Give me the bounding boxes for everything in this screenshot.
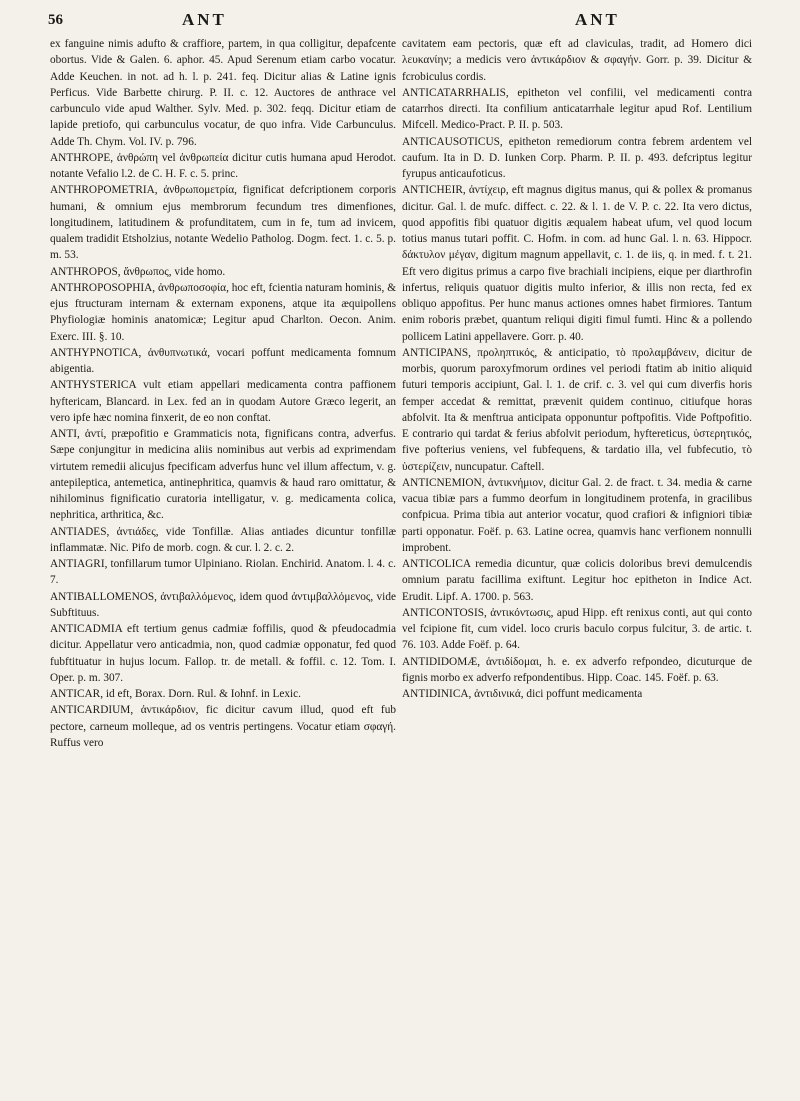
entry-antiades: ANTIADES, ἀντιάδες, vide Tonfillæ. Alias antiades dicuntur tonfillæ inflammatæ. Nic. Pifo de morb. cogn. & cur. l. 2. c. 2.	[50, 525, 396, 554]
entry-anthysterica: ANTHYSTERICA vult etiam appellari medicamenta contra paffionem hyftericam, Blancard. in Lex. fed an in quodam Autore Græco legerit, an vero ipfe hæc nomina finxerit, de eo non conftat.	[50, 379, 396, 424]
entry-anti: ANTI, ἀντί, præpofitio e Grammaticis nota, fignificans contra, adverfus. Sæpe conjungitur in medicina aliis nominibus aut verbis ad exprimendam virtutem remedii alicujus fpecificam adverfus hunc vel illum affectum, v. g. antepileptica, antemetica, antinephritica, quamvis & haud raro omittatur, & nihilominus fignificatio curatoria intelligatur, v. g. medicamenta colica, nephritica, arthritica, &c.	[50, 428, 396, 522]
entry-anthypnotica: ANTHYPNOTICA, ἀνθυπνωτικά, vocari poffunt medicamenta fomnum abigentia.	[50, 346, 396, 375]
entry-anticausoticus: ANTICAUSOTICUS, epitheton remediorum contra febrem ardentem vel caufum. Ita in D. D. Iunken Corp. Pharm. P. II. p. 493. defcriptus legitur fyrupus anticaufoticus.	[402, 135, 752, 180]
entry-text: cavitatem eam pectoris, quæ eft ad claviculas, tradit, ad Homero dici λευκανίην; a medicis vero ἀντικάρδιον & σφαγήν. Gorr. p. 39. Dicitur & fcrobiculus cordis.	[402, 38, 752, 83]
running-head-left: ANT	[182, 10, 227, 29]
entry-anticardium: ANTICARDIUM, ἀντικάρδιον, fic dicitur cavum illud, quod eft fub pectore, carneum molleque, ad os ventris pertingens. Vocatur etiam σφαγή. Ruffus vero	[50, 704, 396, 749]
entry-anthropos: ANTHROPOS, ἄνθρωπος, vide homo.	[50, 265, 226, 278]
entry-antididomae: ANTIDIDOMÆ, ἀντιδίδομαι, h. e. ex adverfo refpondeo, dicuturque de fignis morbo ex adverfo refpondentibus. Hipp. Coac. 145. Foëf. p. 63.	[402, 655, 752, 684]
left-column	[50, 36, 396, 1091]
entry-anticheir: ANTICHEIR, ἀντίχειρ, eft magnus digitus manus, qui & pollex & promanus dicitur. Gal. l. de mufc. diffect. c. 22. & l. 1. de V. P. c. 22. Ita vero dictus, quod appofitis fibi quatuor digitis æqualem habeat ufum, vel quod locum totius manus tutari poffit. C. Hofm. in com. ad hunc Gal. l. n. 63. Hippocr. δάκτυλον μέγαν, digitum magnum appellavit, c. 1. de iis, q. in med. f. t. 21. Eft vero digitus primus a carpo five brachiali incipiens, eique per diarthrofin infertus, reliquis quatuor digitis multo inferior, & illis non recta, fed ex obliquo appofitus. Per hunc manus actiones omnes habet firmiores. Tantum enim roboris præbet, quantum reliqui digiti fimul fumti. Hinc & a pollendo pollicem Latini appellavere. Gorr. p. 40.	[402, 184, 752, 343]
entry-anticnemion: ANTICNEMION, ἀντικνήμιον, dicitur Gal. 2. de fract. t. 34. media & carne vacua tibiæ pars a fummo deorfum in longitudinem protenfa, in gracilibus confpicua. Prima tibia aut anterior vocatur, quod crafiori & infigniori tibiæ parti opponatur. Foëf. p. 63. Latine ocrea, quamvis hanc verfionem nonnulli improbent.	[402, 476, 752, 554]
entry-anticipans: ANTICIPANS, προληπτικός, & anticipatio, τὸ προλαμβάνειν, dicitur de morbis, quorum paroxyfmorum ordines vel periodi ftatim ab initio aliquid futuri temporis accipiunt, Gal. l. 1. de crif. c. 3. vel qui cum diverfis horis femper accedat & remittat, prævenit quidem continuo, citiufque horas abfolvit. Ita & menftrua anticipata opponuntur poftpofitis. Vide Poftpofitio. E contrario qui tardat & ferius abfolvit periodum, hyftereticus, ὑστερητικός, five pofterius veniens, vel fubfequens, & tardatio illa, vel fubfecutio, τὸ ὑστερίζειν, nuncupatur. Caftell.	[402, 346, 752, 473]
entry-anticontosis: ANTICONTOSIS, ἀντικόντωσις, apud Hipp. eft renixus conti, aut qui conto vel fcipione fit, cum videl. loco cruris baculo corpus fulcitur, 3. de artic. t. 76. 103. Adde Foëf. p. 64.	[402, 606, 752, 652]
entry-anticatarrhalis: ANTICATARRHALIS, epitheton vel confilii, vel medicamenti contra catarrhos directi. Ita confilium anticatarrhale legitur apud Rof. Lentilium Mifcell. Medico-Pract. P. II. p. 503.	[402, 86, 752, 132]
entry-anthrope: ANTHROPE, ἀνθρώπη vel ἀνθρωπεία dicitur cutis humana apud Herodot. notante Vefalio l.2. de C. H. F. c. 5. princ.	[50, 151, 396, 180]
running-head-right: ANT	[575, 10, 620, 29]
entry-anticolica: ANTICOLICA remedia dicuntur, quæ colicis doloribus brevi demulcendis omnium paratu facillima exiftunt. Legitur hoc epitheton in Indice Act. Erudit. Lipf. A. 1700. p. 563.	[402, 558, 752, 603]
entry-antidinica: ANTIDINICA, ἀντιδινικά, dici poffunt medicamenta	[402, 688, 643, 700]
entry-anthroposophia: ANTHROPOSOPHIA, ἀνθρωποσοφία, hoc eft, fcientia naturam hominis, & ejus ftructuram internam & externam exponens, atque ita æquipollens Phyfiologiæ hominis anatomicæ; Legitur apud Charlton. Oecon. Anim. Exerc. III. §. 10.	[50, 281, 396, 343]
entry-antiballomenos: ANTIBALLOMENOS, ἀντιβαλλόμενος, idem quod ἀντιμβαλλόμενος, vide Subftituus.	[50, 590, 396, 619]
entry-anticadmia: ANTICADMIA eft tertium genus cadmiæ foffilis, quod & pfeudocadmia dicitur. Appellatur vero anticadmia, non, quod cadmiæ opponatur, fed quod fubftituatur in hujus locum. Fallop. tr. de metall. & foffil. c. 12. Tom. I. Oper. p. m. 307.	[50, 623, 396, 684]
entry-antiagri: ANTIAGRI, tonfillarum tumor Ulpiniano. Riolan. Enchirid. Anatom. l. 4. c. 7.	[50, 558, 396, 587]
page-number: 56	[48, 12, 63, 28]
right-column	[402, 36, 752, 1091]
entry-text: ex fanguine nimis adufto & craffiore, partem, in qua colligitur, depafcente obortus. Vide & Galen. 6. aphor. 45. Apud Serenum etiam carbo vocatur. Adde Keuchen. in not. ad h. l. p. 241. feq. Dicitur alias & Latine ignis Perficus. Vide Barbette chirurg. P. II. c. 12. Auctores de anthrace vel carbunculo vide apud Walther. Sylv. Med. p. 302. feqq. Dicitur etiam de lapide pretiofo, qui carbunculus vocatur, de quo infra. Vide Carbunculus. Adde Th. Chym. Vol. IV. p. 796.	[50, 38, 396, 148]
entry-anticar: ANTICAR, id eft, Borax. Dorn. Rul. & Iohnf. in Lexic.	[50, 688, 302, 700]
entry-anthropometria: ANTHROPOMETRIA, ἀνθρωπομετρία, fignificat defcriptionem corporis humani, & omnium ejus membrorum fecundum tres dimenfiones, longitudinem, latitudinem & profunditatem, cum in fe, tum ad invicem, qualem tradidit Etsholzius, notante Wedelio Patholog. Dogm. fect. 1. c. 5. p. m. 53.	[50, 184, 396, 262]
